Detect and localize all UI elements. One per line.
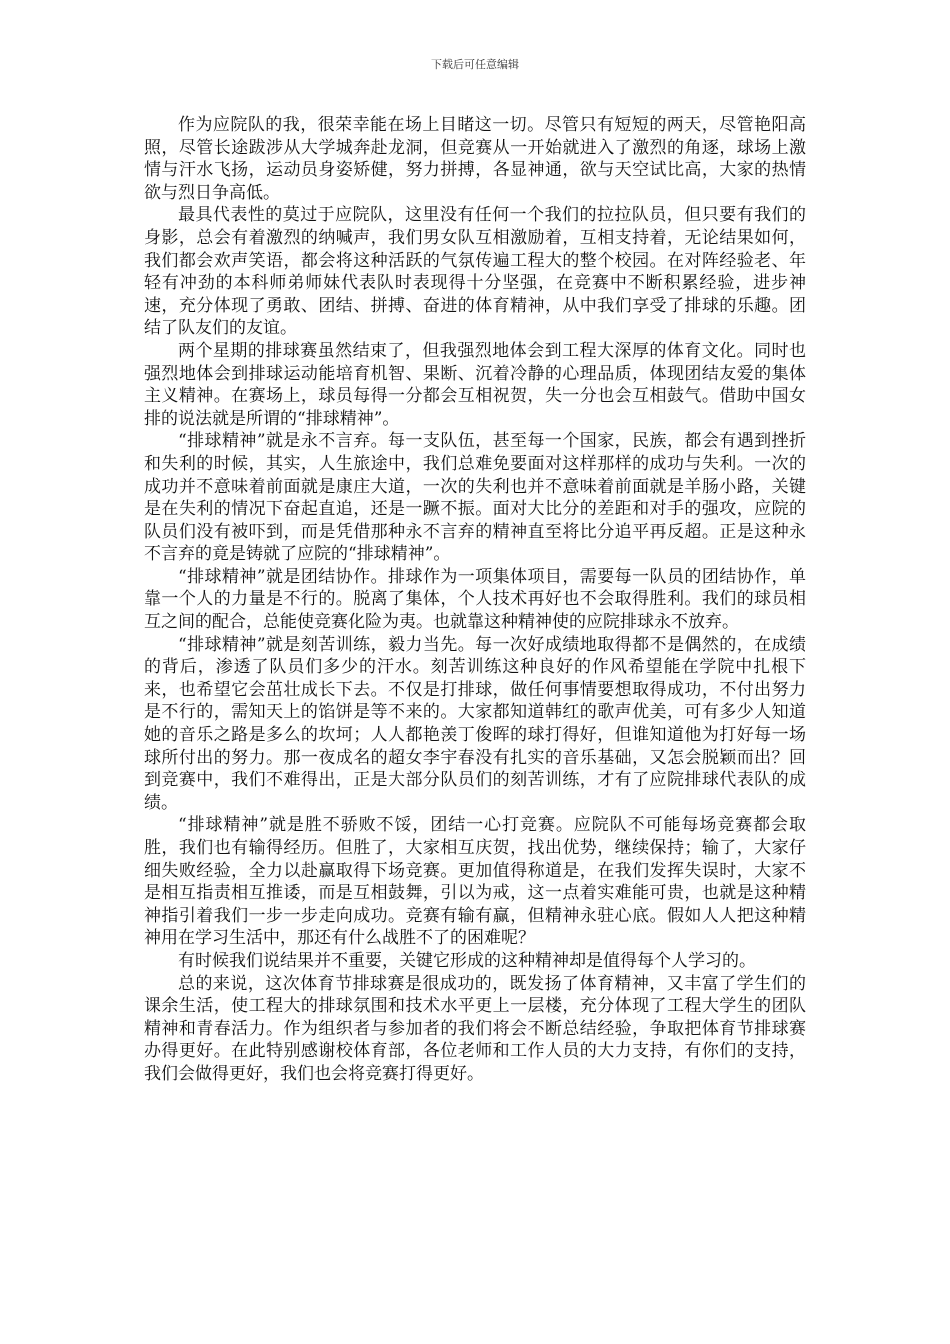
paragraph: 最具代表性的莫过于应院队，这里没有任何一个我们的拉拉队员，但只要有我们的身影，总会有着激烈的纳喊声，我们男女队互相激励着，互相支持着，无论结果如何，我们都会欢声笑语，都会将这种活跃的气氛传遍工程大的整个校园。在对阵经验老、年轻有冲劲的本科师弟师妹代表队时表现得十分坚强，在竞赛中不断积累经验，进步神速，充分体现了勇敢、团结、拼搏、奋进的体育精神，从中我们享受了排球的乐趣。团结了队友们的友谊。	[144, 205, 806, 339]
paragraph: “排球精神”就是永不言弃。每一支队伍，甚至每一个国家，民族，都会有遇到挫折和失利的时候，其实，人生旅途中，我们总难免要面对这样那样的成功与失利。一次的成功并不意味着前面就是康庄大道，一次的失利也并不意味着前面就是羊肠小路，关键是在失利的情况下奋起直追，还是一蹶不振。面对大比分的差距和对手的强攻，应院的队员们没有被吓到，而是凭借那种永不言弃的精神直至将比分追平再反超。正是这种永不言弃的竟是铸就了应院的“排球精神”。	[144, 431, 806, 565]
paragraph: 两个星期的排球赛虽然结束了，但我强烈地体会到工程大深厚的体育文化。同时也强烈地体会到排球运动能培育机智、果断、沉着冷静的心理品质，体现团结友爱的集体主义精神。在赛场上，球员每得一分都会互相祝贺，失一分也会互相鼓气。借助中国女排的说法就是所谓的“排球精神”。	[144, 340, 806, 429]
paragraph: 作为应院队的我，很荣幸能在场上目睹这一切。尽管只有短短的两天，尽管艳阳高照，尽管长途跋涉从大学城奔赴龙洞，但竞赛从一开始就进入了激烈的角逐，球场上激情与汗水飞扬，运动员身姿矫健，努力拼搏，各显神通，欲与天空试比高，大家的热情欲与烈日争高低。	[144, 115, 806, 203]
paragraph: “排球精神”就是胜不骄败不馁，团结一心打竞赛。应院队不可能每场竞赛都会取胜，我们也有输得经历。但胜了，大家相互庆贺，找出优势，继续保持；输了，大家仔细失败经验，全力以赴赢取得下场竞赛。更加值得称道是，在我们发挥失误时，大家不是相互指责相互推诿，而是互相鼓舞，引以为戒，这一点着实难能可贵，也就是这种精神指引着我们一步一步走向成功。竞赛有输有赢，但精神永驻心底。假如人人把这种精神用在学习生活中，那还有什么战胜不了的困难呢？	[144, 815, 806, 949]
paragraph: 有时候我们说结果并不重要，关键它形成的这种精神却是值得每个人学习的。	[178, 950, 756, 971]
paragraph: “排球精神”就是团结协作。排球作为一项集体项目，需要每一队员的团结协作，单靠一个人的力量是不行的。脱离了集体，个人技术再好也不会取得胜利。我们的球员相互之间的配合，总能使竞赛化险为夷。也就靠这种精神使的应院排球永不放弃。	[144, 566, 806, 633]
header-note: 下载后可任意编辑	[431, 58, 519, 71]
paragraph: “排球精神”就是刻苦训练，毅力当先。每一次好成绩地取得都不是偶然的，在成绩的背后，渗透了队员们多少的汗水。刻苦训练这种良好的作风希望能在学院中扎根下来，也希望它会茁壮成长下去。不仅是打排球，做任何事情要想取得成功，不付出努力是不行的，需知天上的馅饼是等不来的。大家都知道韩红的歌声优美，可有多少人知道她的音乐之路是多么的坎坷；人人都艳羡丁俊晖的球打得好，但谁知道他为打好每一场球所付出的努力。那一夜成名的超女李宇春没有扎实的音乐基础，又怎会脱颖而出？回到竞赛中，我们不难得出，正是大部分队员们的刻苦训练，才有了应院排球代表队的成绩。	[144, 634, 806, 813]
paragraph: 总的来说，这次体育节排球赛是很成功的，既发扬了体育精神，又丰富了学生们的课余生活，使工程大的排球氛围和技术水平更上一层楼，充分体现了工程大学生的团队精神和青春活力。作为组织者与参加者的我们将会不断总结经验，争取把体育节排球赛办得更好。在此特别感谢校体育部，各位老师和工作人员的大力支持，有你们的支持，我们会做得更好，我们也会将竞赛打得更好。	[144, 973, 806, 1084]
document-body	[144, 114, 806, 1086]
